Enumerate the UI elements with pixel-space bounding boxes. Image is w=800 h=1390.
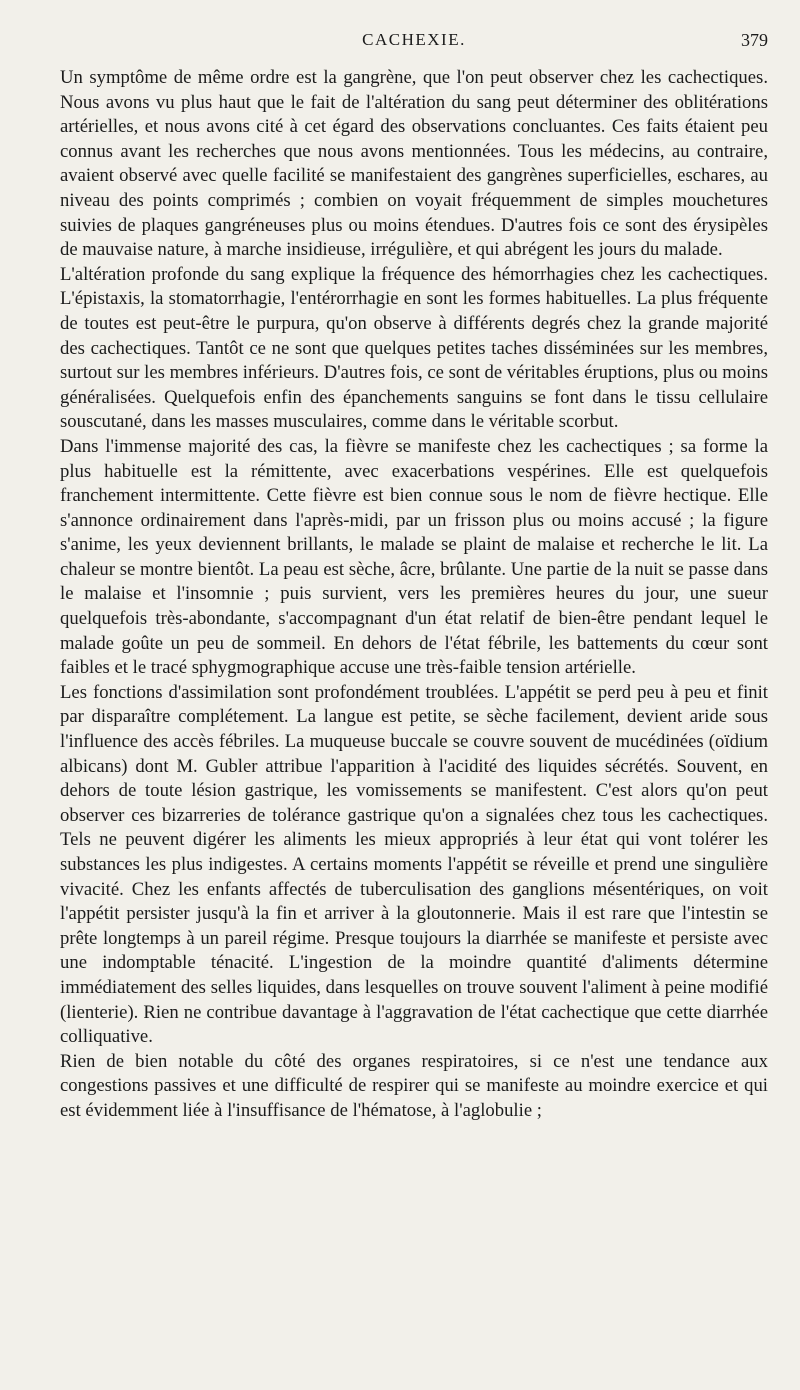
paragraph-assimilation: Les fonctions d'assimilation sont profondément troublées. L'appétit se perd peu à peu et finit par disparaître complétement. La langue est petite, se sèche facilement, devient aride sous l'influence des accès fébriles. La muqueuse buccale se couvre souvent de mucédinées (oïdium albicans) dont M. Gubler attribue l'apparition à l'acidité des liquides sécrétés. Souvent, en dehors de toute lésion gastrique, les vomissements se manifestent. C'est alors qu'on peut observer ces bizarreries de tolérance gastrique qu'on a signalées chez tous les cachectiques. Tels ne peuvent digérer les aliments les mieux appropriés à leur état qui vont tolérer les substances les plus indigestes. A certains moments l'appétit se réveille et prend une singulière vivacité. Chez les enfants affectés de tuberculisation des ganglions mésentériques, on voit l'appétit persister jusqu'à la fin et arriver à la gloutonnerie. Mais il est rare que l'intestin se prête longtemps à un pareil régime. Presque toujours la diarrhée se manifeste et persiste avec une indomptable ténacité. L'ingestion de la moindre quantité d'aliments détermine immédiatement des selles liquides, dans lesquelles on trouve souvent l'aliment à peine modifié (lienterie). Rien ne contribue davantage à l'aggravation de l'état cachectique que cette diarrhée colliquative. (60, 681, 768, 1048)
paragraph-hemorrhagies: L'altération profonde du sang explique la fréquence des hémorrhagies chez les cachectiques. L'épistaxis, la stomatorrhagie, l'entérorrhagie en sont les formes habituelles. La plus fréquente de toutes est peut-être le purpura, qu'on observe à différents degrés chez la grande majorité des cachectiques. Tantôt ce ne sont que quelques petites taches disséminées sur les membres, surtout sur les membres inférieurs. D'autres fois, ce sont de véritables éruptions, plus ou moins généralisées. Quelquefois enfin des épanchements sanguins se font dans le tissu cellulaire souscutané, dans les masses musculaires, comme dans le véritable scorbut. (60, 263, 768, 433)
running-title: CACHEXIE. (362, 30, 466, 49)
page-number: 379 (741, 30, 768, 50)
paragraph-respiration: Rien de bien notable du côté des organes respiratoires, si ce n'est une tendance aux congestions passives et une difficulté de respirer qui se manifeste au moindre exercice et qui est évidemment liée à l'insuffisance de l'hématose, à l'aglobulie ; (60, 1050, 768, 1121)
body-text (60, 66, 768, 1124)
paragraph-gangrene: Un symptôme de même ordre est la gangrène, que l'on peut observer chez les cachectiques. Nous avons vu plus haut que le fait de l'altération du sang peut déterminer des oblitérations artérielles, et nous avons cité à cet égard des observations concluantes. Ces faits étaient peu connus avant les recherches que nous avons mentionnées. Tous les médecins, au contraire, avaient observé avec quelle facilité se manifestaient des gangrènes superficielles, eschares, au niveau des points comprimés ; combien on voyait fréquemment de simples mouchetures suivies de plaques gangréneuses plus ou moins étendues. D'autres fois ce sont des érysipèles de mauvaise nature, à marche insidieuse, irrégulière, et qui abrégent les jours du malade. (60, 67, 768, 261)
running-head (60, 30, 768, 60)
paragraph-fievre: Dans l'immense majorité des cas, la fièvre se manifeste chez les cachectiques ; sa forme la plus habituelle est la rémittente, avec exacerbations vespérines. Elle est quelquefois franchement intermittente. Cette fièvre est bien connue sous le nom de fièvre hectique. Elle s'annonce ordinairement dans l'après-midi, par un frisson plus ou moins accusé ; la figure s'anime, les yeux deviennent brillants, le malade se plaint de malaise et recherche le lit. La chaleur se montre bientôt. La peau est sèche, âcre, brûlante. Une partie de la nuit se passe dans le malaise et l'insomnie ; puis survient, vers les premières heures du jour, une sueur quelquefois très-abondante, s'accompagnant d'un état relatif de bien-être pendant lequel le malade goûte un peu de sommeil. En dehors de l'état fébrile, les battements du cœur sont faibles et le tracé sphygmographique accuse une très-faible tension artérielle. (60, 435, 768, 679)
